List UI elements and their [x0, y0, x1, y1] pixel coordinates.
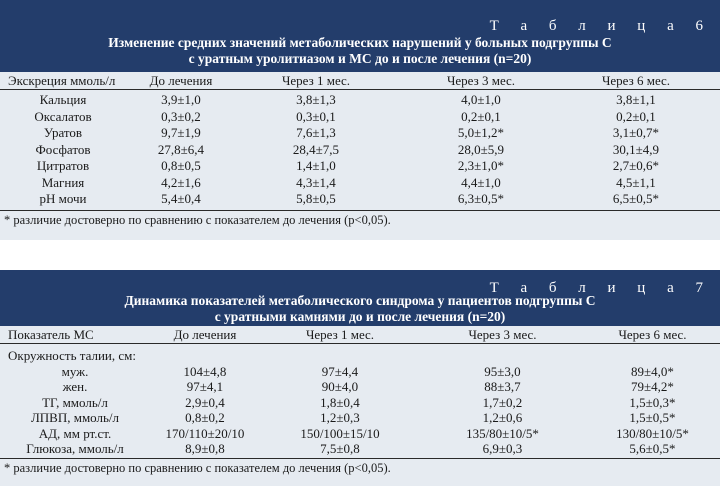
- table-6-header: [0, 0, 720, 72]
- cell: 104±4,8: [183, 363, 227, 379]
- table-row: [0, 142, 720, 159]
- cell: Глюкоза, ммоль/л: [26, 441, 124, 456]
- cell: 2,3±1,0*: [457, 158, 505, 173]
- cell: 8,9±0,8: [185, 441, 225, 456]
- table-6: [0, 0, 720, 240]
- cell: 4,0±1,0: [461, 92, 501, 107]
- table-7-column-headers: [0, 326, 720, 344]
- table-7-number: Т а б л и ц а 7: [489, 280, 712, 296]
- table-6-body: [0, 90, 720, 211]
- column-header: Показатель МС: [8, 327, 94, 342]
- table-6-title-line1: Изменение средних значений метаболических нарушений у больных подгруппы С: [108, 35, 612, 50]
- cell: 3,8±1,3: [296, 92, 336, 107]
- cell: 6,3±0,5*: [457, 191, 505, 206]
- table-6-title-line2: с уратным уролитиазом и МС до и после лечения (n=20): [188, 51, 532, 66]
- table-7-title-line2: с уратными камнями до и после лечения (n=20): [214, 309, 506, 324]
- table-7-header: [0, 270, 720, 326]
- table-6-title: [0, 35, 720, 67]
- cell: 7,6±1,3: [296, 125, 336, 140]
- cell: Цитратов: [36, 158, 90, 173]
- column-header: Экскреция ммоль/л: [8, 73, 116, 88]
- table-row: [0, 379, 720, 395]
- table-7-title: [0, 293, 720, 325]
- cell: Оксалатов: [34, 108, 92, 124]
- cell: 28,0±5,9: [457, 141, 505, 157]
- cell: 7,5±0,8: [320, 441, 360, 456]
- cell: 4,4±1,0: [461, 174, 501, 190]
- cell: 5,4±0,4: [161, 191, 201, 206]
- cell: 0,3±0,1: [296, 108, 336, 124]
- cell: 28,4±7,5: [292, 141, 340, 157]
- table-row: [0, 364, 720, 380]
- table-row: [0, 441, 720, 457]
- cell: 88±3,7: [484, 379, 521, 394]
- table-6-footnote: * различие достоверно по сравнению с показателем до лечения (p<0,05).: [4, 212, 391, 227]
- cell: 150/100±15/10: [300, 425, 380, 441]
- table-group-row: [0, 348, 720, 364]
- cell: 2,9±0,4: [185, 394, 225, 410]
- column-header: До лечения: [149, 73, 213, 88]
- cell: ТГ, ммоль/л: [42, 394, 108, 410]
- cell: 97±4,1: [186, 379, 224, 394]
- cell: Магния: [41, 174, 85, 190]
- cell: 0,2±0,1: [616, 108, 656, 124]
- cell: 0,3±0,2: [161, 108, 201, 124]
- group-label: Окружность талии, см:: [8, 348, 136, 363]
- table-row: [0, 158, 720, 175]
- cell: 90±4,0: [321, 379, 359, 394]
- cell: 1,4±1,0: [296, 158, 336, 173]
- cell: 6,9±0,3: [482, 441, 523, 456]
- cell: 130/80±10/5*: [616, 425, 689, 441]
- column-header: Через 6 мес.: [618, 327, 687, 342]
- cell: 1,2±0,3: [320, 410, 360, 425]
- cell: 2,7±0,6*: [612, 158, 660, 173]
- column-header: Через 6 мес.: [601, 73, 671, 88]
- cell: 4,2±1,6: [161, 174, 201, 190]
- cell: 5,6±0,5*: [629, 441, 676, 456]
- cell: муж.: [61, 363, 89, 379]
- table-row: [0, 175, 720, 192]
- cell: 79±4,2*: [631, 379, 674, 394]
- table-row: [0, 109, 720, 126]
- table-6-column-headers: [0, 72, 720, 90]
- table-row: [0, 395, 720, 411]
- cell: 5,8±0,5: [296, 191, 336, 206]
- cell: 97±4,4: [321, 363, 359, 379]
- cell: 1,5±0,3*: [629, 394, 676, 410]
- table-7-footnote: * различие достоверно по сравнению с показателем до лечения (p<0,05).: [4, 460, 391, 475]
- cell: 1,7±0,2: [482, 394, 523, 410]
- cell: АД, мм рт.ст.: [38, 425, 112, 441]
- column-header: Через 1 мес.: [281, 73, 351, 88]
- table-7-title-line1: Динамика показателей метаболического синдрома у пациентов подгруппы С: [124, 293, 596, 308]
- cell: 95±3,0: [484, 363, 521, 379]
- cell: 135/80±10/5*: [466, 425, 539, 441]
- table-7-body: [0, 344, 720, 459]
- column-header: Через 3 мес.: [446, 73, 516, 88]
- table-7: [0, 270, 720, 486]
- cell: pH мочи: [39, 191, 87, 206]
- cell: жен.: [62, 379, 88, 394]
- column-header: Через 1 мес.: [305, 327, 375, 342]
- cell: 30,1±4,9: [612, 141, 660, 157]
- cell: 0,8±0,5: [161, 158, 201, 173]
- table-row: [0, 410, 720, 426]
- cell: Фосфатов: [35, 141, 91, 157]
- cell: 170/110±20/10: [165, 425, 245, 441]
- cell: ЛПВП, ммоль/л: [30, 410, 120, 425]
- cell: 3,8±1,1: [616, 92, 656, 107]
- cell: Кальция: [39, 92, 87, 107]
- cell: 27,8±6,4: [157, 141, 205, 157]
- cell: 9,7±1,9: [161, 125, 201, 140]
- cell: 6,5±0,5*: [612, 191, 660, 206]
- column-header: До лечения: [173, 327, 237, 342]
- cell: Уратов: [43, 125, 83, 140]
- table-row: [0, 92, 720, 109]
- cell: 1,5±0,5*: [629, 410, 676, 425]
- table-6-number: Т а б л и ц а 6: [489, 18, 712, 34]
- cell: 4,5±1,1: [616, 174, 656, 190]
- cell: 1,2±0,6: [482, 410, 523, 425]
- table-row: [0, 191, 720, 208]
- cell: 89±4,0*: [631, 363, 674, 379]
- cell: 0,2±0,1: [461, 108, 501, 124]
- cell: 3,1±0,7*: [612, 125, 660, 140]
- cell: 5,0±1,2*: [457, 125, 505, 140]
- column-header: Через 3 мес.: [468, 327, 537, 342]
- cell: 4,3±1,4: [296, 174, 336, 190]
- cell: 0,8±0,2: [185, 410, 225, 425]
- cell: 3,9±1,0: [161, 92, 201, 107]
- cell: 1,8±0,4: [320, 394, 360, 410]
- table-row: [0, 125, 720, 142]
- table-row: [0, 426, 720, 442]
